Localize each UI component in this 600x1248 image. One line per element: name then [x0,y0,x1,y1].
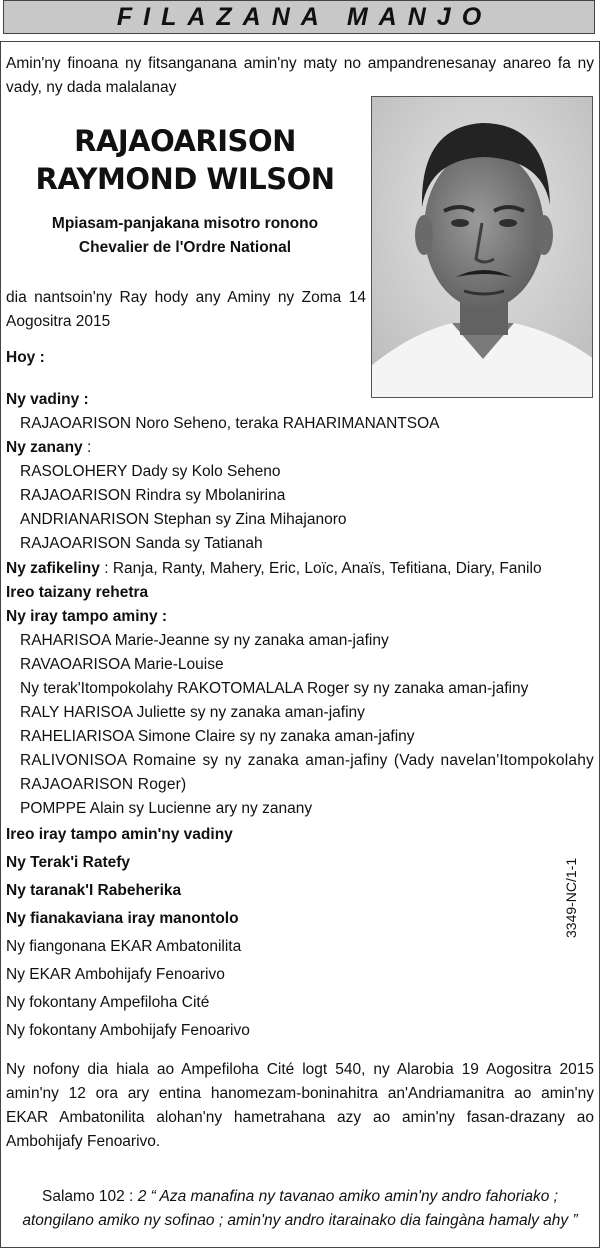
zanany-label: Ny zanany [6,439,83,456]
iray-tampo-item: RALY HARISOA Juliette sy ny zanaka aman-jafiny [20,704,365,721]
iray-tampo-item: RALIVONISOA Romaine sy ny zanaka aman-jafiny (Vady navelan'Itompokolahy RAJAOARISON Roger) [20,752,594,793]
iray-tampo-item: POMPPE Alain sy Lucienne ary ny zanany [20,800,313,817]
intro-text: Amin'ny finoana ny fitsanganana amin'ny maty no ampandrenesanay anareo fa ny vady, ny dada malalanay [6,55,594,96]
zanany-item: ANDRIANARISON Stephan sy Zina Mihajanoro [20,511,347,528]
community-line: Ny fokontany Ampefiloha Cité [6,994,210,1011]
psalm-verse-part1: 2 “ Aza manafina ny tavanao amiko amin'ny andro fahoriako ; [137,1188,558,1205]
deceased-name-line2: RAYMOND WILSON [35,162,335,196]
family-group-line: Ny taranak'I Rabeherika [6,882,182,899]
hoy-label: Hoy : [6,349,45,366]
iray-tampo-item: Ny terak'Itompokolahy RAKOTOMALALA Roger sy ny zanaka aman-jafiny [20,680,529,697]
funeral-details: Ny nofony dia hiala ao Ampefiloha Cité logt 540, ny Alarobia 19 Aogositra 2015 amin'ny 12 ora ary entina hanomezam-boninahitra an'Andriamanitra ao amin'ny EKAR Ambatonilita alohan'ny hametrahana azy ao amin'ny fasan-drazany ao Ambohijafy Fenoarivo. [6,1061,594,1150]
psalm-verse-part2: atongilano amiko ny sofinao ; amin'ny andro itarainako dia faingàna hamaly ahy ” [22,1212,578,1229]
header-title: FILAZANA MANJO [116,2,493,31]
psalm-line1 [0,1185,600,1209]
zafikeliny-label: Ny zafikeliny [6,560,100,577]
zanany-heading [6,436,91,460]
psalm-line2 [0,1209,600,1233]
death-notice: dia nantsoin'ny Ray hody any Aminy ny Zoma 14 Aogositra 2015 [6,289,366,330]
taizany-line: Ireo taizany rehetra [6,584,149,601]
zafikeliny-line [6,557,542,581]
family-group-line: Ny Terak'i Ratefy [6,854,131,871]
zanany-item: RASOLOHERY Dady sy Kolo Seheno [20,463,281,480]
community-line: Ny fiangonana EKAR Ambatonilita [6,938,242,955]
iray-tampo-item: RAVAOARISOA Marie-Louise [20,656,224,673]
iray-tampo-label: Ny iray tampo aminy : [6,608,168,625]
portrait-photo [371,96,593,398]
vadiny-item: RAJAOARISON Noro Seheno, teraka RAHARIMANANTSOA [20,415,440,432]
community-line: Ny fokontany Ambohijafy Fenoarivo [6,1022,250,1039]
header-banner [3,0,595,34]
community-line: Ny EKAR Ambohijafy Fenoarivo [6,966,225,983]
vadiny-label: Ny vadiny : [6,391,89,408]
family-group-line: Ny fianakaviana iray manontolo [6,910,239,927]
zanany-item: RAJAOARISON Sanda sy Tatianah [20,535,263,552]
zanany-item: RAJAOARISON Rindra sy Mbolanirina [20,487,286,504]
deceased-title-line1: Mpiasam-panjakana misotro ronono [51,215,319,232]
iray-tampo-item: RAHARISOA Marie-Jeanne sy ny zanaka aman-jafiny [20,632,389,649]
deceased-title-line2: Chevalier de l'Ordre National [78,239,292,256]
family-group-line: Ireo iray tampo amin'ny vadiny [6,826,233,843]
deceased-name-line1: RAJAOARISON [74,124,296,158]
reference-code: 3349-NC/1-1 [563,857,579,938]
iray-tampo-item: RAHELIARISOA Simone Claire sy ny zanaka aman-jafiny [20,728,415,745]
zafikeliny-value: : Ranja, Ranty, Mahery, Eric, Loïc, Anaïs, Tefitiana, Diary, Fanilo [99,560,542,577]
psalm-ref: Salamo 102 : [42,1188,138,1205]
zanany-colon: : [82,439,92,456]
